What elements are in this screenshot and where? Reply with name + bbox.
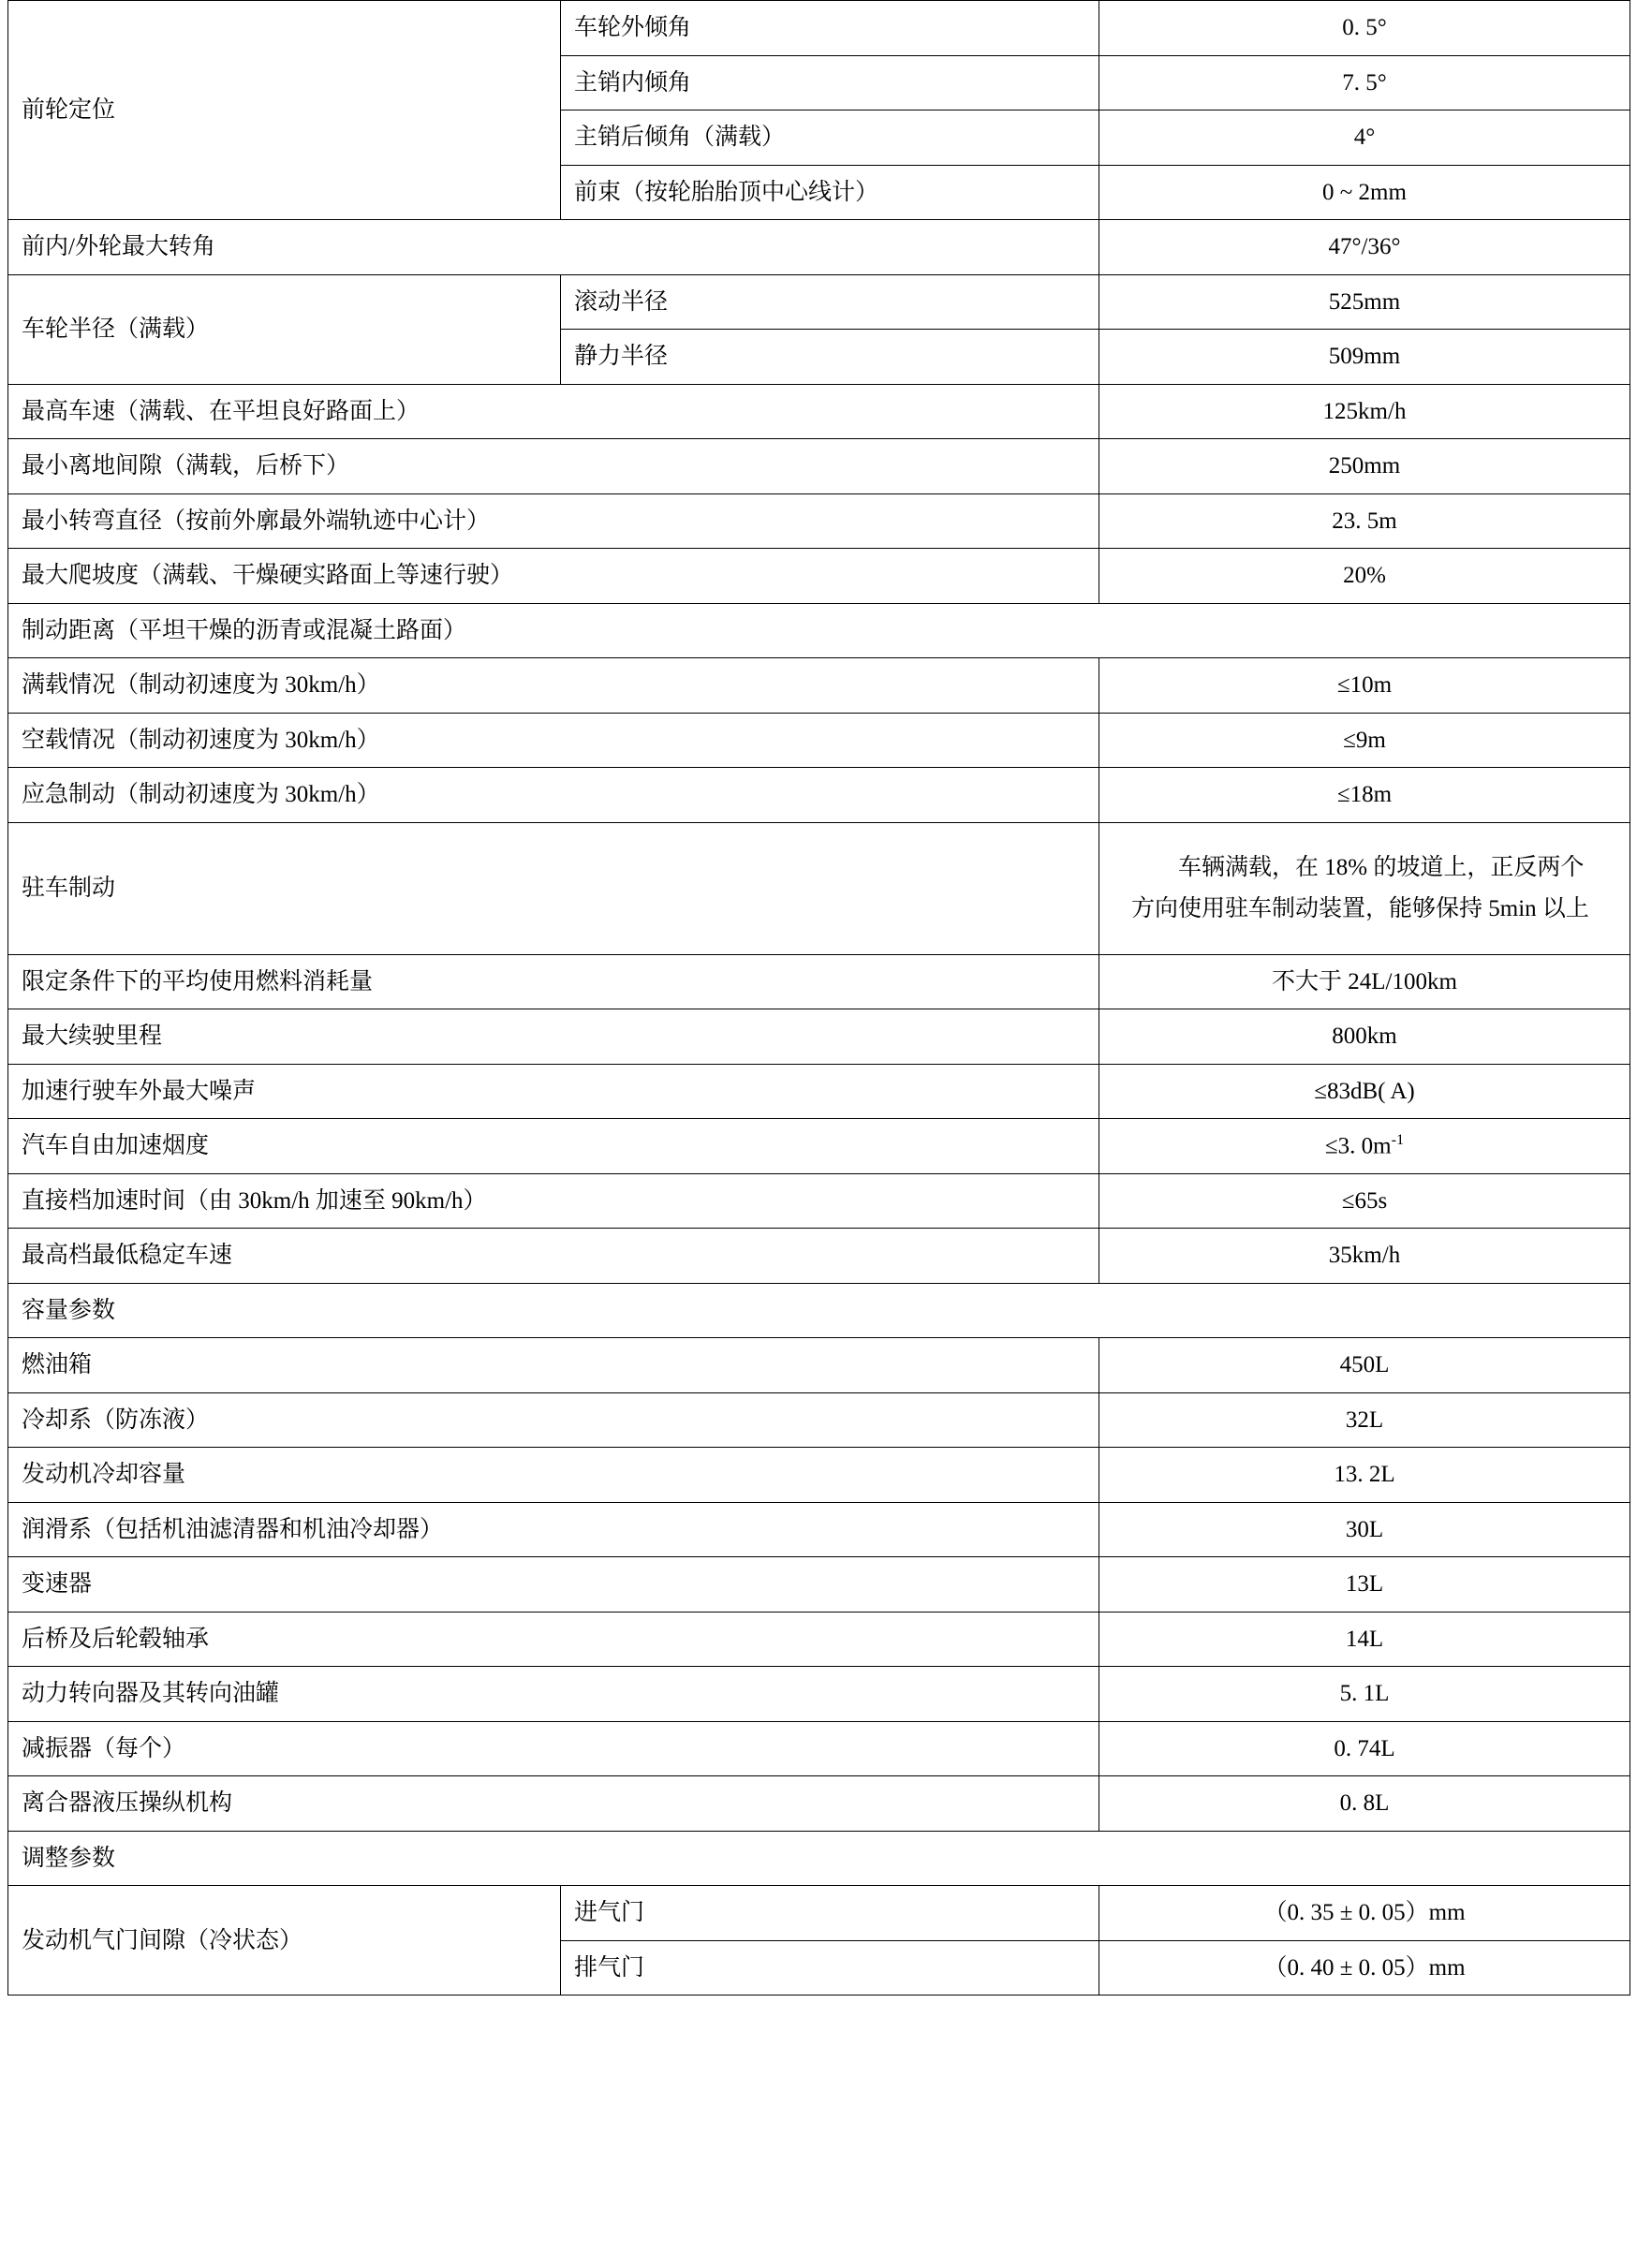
table-row	[8, 1283, 1630, 1338]
row-sublabel: 主销内倾角	[561, 55, 1099, 110]
row-value: 250mm	[1099, 439, 1630, 494]
table-row	[8, 1721, 1630, 1776]
row-value: 450L	[1099, 1338, 1630, 1393]
row-value: ≤83dB( A)	[1099, 1064, 1630, 1119]
row-label: 减振器（每个）	[8, 1721, 1099, 1776]
row-label: 发动机冷却容量	[8, 1448, 1099, 1503]
table-row	[8, 1338, 1630, 1393]
table-row	[8, 439, 1630, 494]
row-value-superscript: -1	[1391, 1131, 1405, 1148]
row-value: 4°	[1099, 110, 1630, 166]
row-label: 车轮半径（满载）	[8, 274, 561, 384]
table-row	[8, 220, 1630, 275]
row-label: 离合器液压操纵机构	[8, 1776, 1099, 1832]
row-value: 0. 8L	[1099, 1776, 1630, 1832]
row-label: 最大爬坡度（满载、干燥硬实路面上等速行驶）	[8, 549, 1099, 604]
row-label: 最高档最低稳定车速	[8, 1229, 1099, 1284]
row-label: 润滑系（包括机油滤清器和机油冷却器）	[8, 1502, 1099, 1557]
row-label: 动力转向器及其转向油罐	[8, 1667, 1099, 1722]
table-row	[8, 1612, 1630, 1667]
row-value: 0 ~ 2mm	[1099, 165, 1630, 220]
table-row	[8, 1392, 1630, 1448]
table-row	[8, 1173, 1630, 1229]
table-row	[8, 549, 1630, 604]
row-value: 32L	[1099, 1392, 1630, 1448]
row-value: （0. 35 ± 0. 05）mm	[1099, 1886, 1630, 1941]
row-value: 0. 74L	[1099, 1721, 1630, 1776]
row-value: 14L	[1099, 1612, 1630, 1667]
row-value: 0. 5°	[1099, 1, 1630, 56]
table-row	[8, 1667, 1630, 1722]
spec-table	[7, 0, 1630, 1996]
table-row	[8, 1229, 1630, 1284]
row-value: 47°/36°	[1099, 220, 1630, 275]
row-sublabel: 前束（按轮胎胎顶中心线计）	[561, 165, 1099, 220]
table-row	[8, 658, 1630, 714]
row-label: 前轮定位	[8, 1, 561, 220]
table-row	[8, 768, 1630, 823]
row-value: （0. 40 ± 0. 05）mm	[1099, 1940, 1630, 1996]
table-row	[8, 493, 1630, 549]
row-value: ≤65s	[1099, 1173, 1630, 1229]
row-value: 23. 5m	[1099, 493, 1630, 549]
row-label: 驻车制动	[8, 822, 1099, 954]
row-sublabel: 静力半径	[561, 330, 1099, 385]
row-value: 车辆满载，在 18% 的坡道上，正反两个方向使用驻车制动装置，能够保持 5min 以上	[1099, 822, 1630, 954]
table-row	[8, 1064, 1630, 1119]
table-row	[8, 1448, 1630, 1503]
row-label: 满载情况（制动初速度为 30km/h）	[8, 658, 1099, 714]
row-value: 35km/h	[1099, 1229, 1630, 1284]
row-value: 20%	[1099, 549, 1630, 604]
section-label: 容量参数	[8, 1283, 1630, 1338]
row-label: 燃油箱	[8, 1338, 1099, 1393]
row-label: 冷却系（防冻液）	[8, 1392, 1099, 1448]
row-value: 125km/h	[1099, 384, 1630, 439]
row-label: 最小转弯直径（按前外廓最外端轨迹中心计）	[8, 493, 1099, 549]
table-row	[8, 1, 1630, 56]
section-label: 制动距离（平坦干燥的沥青或混凝土路面）	[8, 603, 1630, 658]
row-value: 800km	[1099, 1009, 1630, 1065]
row-value: 30L	[1099, 1502, 1630, 1557]
row-value: 13. 2L	[1099, 1448, 1630, 1503]
row-label: 限定条件下的平均使用燃料消耗量	[8, 954, 1099, 1009]
row-sublabel: 排气门	[561, 1940, 1099, 1996]
row-value-text: ≤3. 0m	[1324, 1133, 1392, 1159]
row-label: 直接档加速时间（由 30km/h 加速至 90km/h）	[8, 1173, 1099, 1229]
row-label: 前内/外轮最大转角	[8, 220, 1099, 275]
row-sublabel: 车轮外倾角	[561, 1, 1099, 56]
row-value	[1099, 1119, 1630, 1174]
table-row	[8, 1119, 1630, 1174]
row-value: ≤9m	[1099, 713, 1630, 768]
table-row	[8, 603, 1630, 658]
row-label: 最大续驶里程	[8, 1009, 1099, 1065]
table-row	[8, 274, 1630, 330]
table-row	[8, 1886, 1630, 1941]
row-value: ≤10m	[1099, 658, 1630, 714]
row-sublabel: 进气门	[561, 1886, 1099, 1941]
row-label: 应急制动（制动初速度为 30km/h）	[8, 768, 1099, 823]
row-label: 后桥及后轮毂轴承	[8, 1612, 1099, 1667]
row-label: 加速行驶车外最大噪声	[8, 1064, 1099, 1119]
row-value: 5. 1L	[1099, 1667, 1630, 1722]
table-row	[8, 713, 1630, 768]
table-row	[8, 1831, 1630, 1886]
row-sublabel: 滚动半径	[561, 274, 1099, 330]
row-label: 汽车自由加速烟度	[8, 1119, 1099, 1174]
table-row	[8, 822, 1630, 954]
row-label: 最高车速（满载、在平坦良好路面上）	[8, 384, 1099, 439]
row-value: 不大于 24L/100km	[1099, 954, 1630, 1009]
table-row	[8, 1502, 1630, 1557]
row-value: 7. 5°	[1099, 55, 1630, 110]
row-value: 509mm	[1099, 330, 1630, 385]
table-row	[8, 1557, 1630, 1613]
row-value: ≤18m	[1099, 768, 1630, 823]
row-value: 13L	[1099, 1557, 1630, 1613]
row-value: 525mm	[1099, 274, 1630, 330]
table-row	[8, 384, 1630, 439]
table-row	[8, 1009, 1630, 1065]
row-sublabel: 主销后倾角（满载）	[561, 110, 1099, 166]
row-label: 发动机气门间隙（冷状态）	[8, 1886, 561, 1996]
table-row	[8, 1776, 1630, 1832]
row-label: 空载情况（制动初速度为 30km/h）	[8, 713, 1099, 768]
row-label: 变速器	[8, 1557, 1099, 1613]
row-label: 最小离地间隙（满载，后桥下）	[8, 439, 1099, 494]
section-label: 调整参数	[8, 1831, 1630, 1886]
table-row	[8, 954, 1630, 1009]
